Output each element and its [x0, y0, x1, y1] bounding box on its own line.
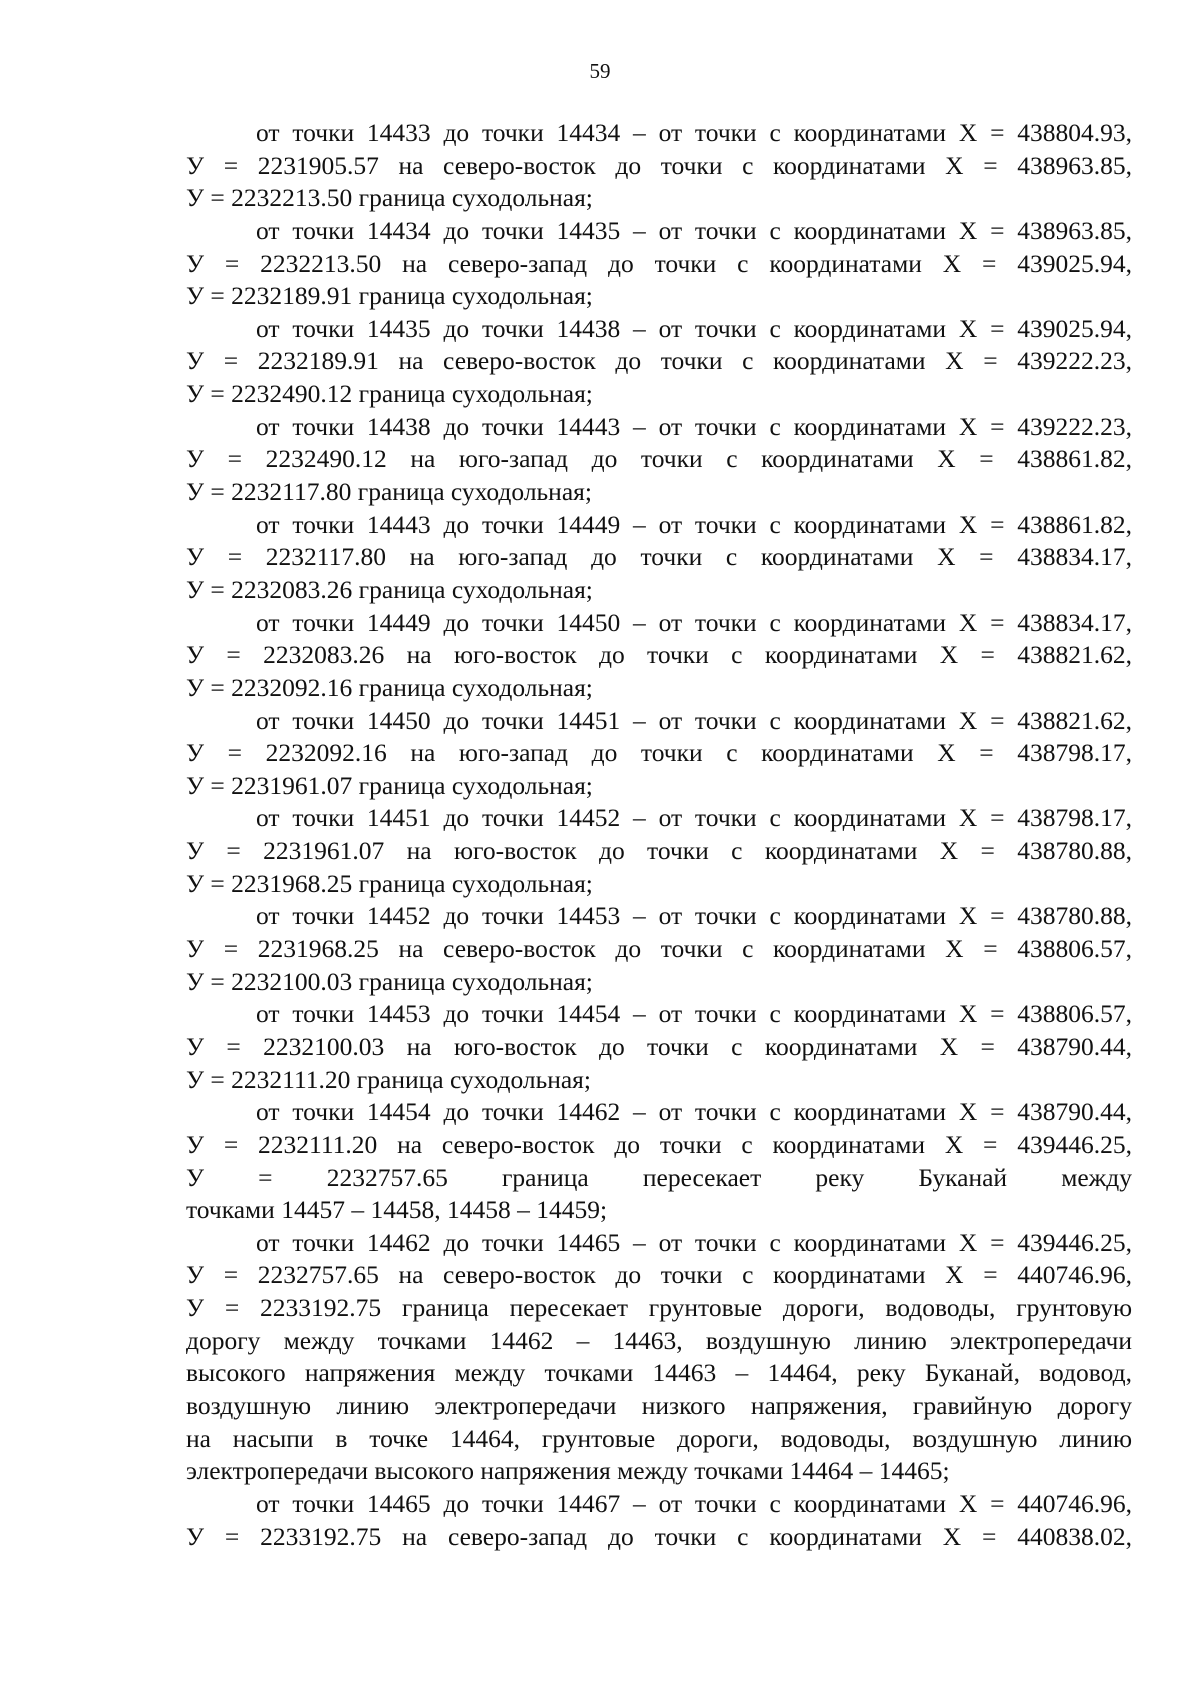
text-line: от точки 14435 до точки 14438 – от точки с координатами Х = 439025.94, — [256, 313, 1132, 343]
text-line: У = 2232111.20 на северо-восток до точки с координатами Х = 439446.25, — [186, 1129, 1132, 1159]
text-line: высокого напряжения между точками 14463 – 14464, реку Буканай, водовод, — [186, 1358, 1132, 1388]
text-line: от точки 14443 до точки 14449 – от точки с координатами Х = 438861.82, — [256, 509, 1132, 539]
text-line: на насыпи в точке 14464, грунтовые дороги, водоводы, воздушную линию — [186, 1423, 1132, 1453]
paragraph — [186, 509, 1132, 607]
text-line: У = 2231968.25 граница суходольная; — [186, 868, 593, 898]
paragraph — [186, 1488, 1132, 1553]
paragraph — [186, 998, 1132, 1096]
text-line: У = 2232490.12 на юго-запад до точки с координатами Х = 438861.82, — [186, 444, 1132, 474]
text-line: У = 2232213.50 граница суходольная; — [186, 183, 593, 213]
text-line: У = 2232213.50 на северо-запад до точки с координатами Х = 439025.94, — [186, 248, 1132, 278]
text-line: от точки 14449 до точки 14450 – от точки с координатами Х = 438834.17, — [256, 607, 1132, 637]
text-line: У = 2232083.26 на юго-восток до точки с координатами Х = 438821.62, — [186, 640, 1132, 670]
paragraph — [186, 1227, 1132, 1488]
text-line: от точки 14451 до точки 14452 – от точки с координатами Х = 438798.17, — [256, 803, 1132, 833]
text-line: воздушную линию электропередачи низкого напряжения, гравийную дорогу — [186, 1390, 1132, 1420]
text-line: У = 2232117.80 граница суходольная; — [186, 477, 592, 507]
text-line: У = 2231968.25 на северо-восток до точки с координатами Х = 438806.57, — [186, 934, 1132, 964]
text-line: точками 14457 – 14458, 14458 – 14459; — [186, 1195, 608, 1225]
text-line: У = 2231905.57 на северо-восток до точки с координатами Х = 438963.85, — [186, 150, 1132, 180]
text-line: У = 2232189.91 на северо-восток до точки с координатами Х = 439222.23, — [186, 346, 1132, 376]
text-line: от точки 14465 до точки 14467 – от точки с координатами Х = 440746.96, — [256, 1488, 1132, 1518]
text-line: У = 2232757.65 граница пересекает реку Буканай между — [186, 1162, 1132, 1192]
paragraph — [186, 705, 1132, 803]
text-line: У = 2232100.03 граница суходольная; — [186, 966, 593, 996]
text-line: У = 2232111.20 граница суходольная; — [186, 1064, 591, 1094]
paragraph — [186, 117, 1132, 215]
text-line: от точки 14452 до точки 14453 – от точки с координатами Х = 438780.88, — [256, 901, 1132, 931]
text-line: электропередачи высокого напряжения между точками 14464 – 14465; — [186, 1456, 950, 1486]
body-text — [186, 117, 1132, 1553]
text-line: от точки 14433 до точки 14434 – от точки с координатами Х = 438804.93, — [256, 118, 1132, 147]
text-line: от точки 14453 до точки 14454 – от точки с координатами Х = 438806.57, — [256, 999, 1132, 1029]
text-line: У = 2232189.91 граница суходольная; — [186, 281, 593, 311]
text-line: У = 2232092.16 на юго-запад до точки с координатами Х = 438798.17, — [186, 738, 1132, 768]
text-line: У = 2231961.07 граница суходольная; — [186, 770, 593, 800]
paragraph — [186, 215, 1132, 313]
text-line: У = 2233192.75 граница пересекает грунтовые дороги, водоводы, грунтовую — [186, 1293, 1132, 1323]
paragraph — [186, 607, 1132, 705]
text-line: У = 2232092.16 граница суходольная; — [186, 672, 593, 702]
text-line: У = 2232757.65 на северо-восток до точки с координатами Х = 440746.96, — [186, 1260, 1132, 1290]
text-line: У = 2232083.26 граница суходольная; — [186, 574, 593, 604]
page-number: 59 — [589, 59, 611, 83]
paragraph — [186, 1096, 1132, 1227]
text-line: от точки 14434 до точки 14435 – от точки с координатами Х = 438963.85, — [256, 215, 1132, 245]
text-line: дорогу между точками 14462 – 14463, воздушную линию электропередачи — [186, 1325, 1132, 1355]
paragraph — [186, 313, 1132, 411]
text-line: от точки 14450 до точки 14451 – от точки с координатами Х = 438821.62, — [256, 705, 1132, 735]
text-line: от точки 14462 до точки 14465 – от точки с координатами Х = 439446.25, — [256, 1227, 1132, 1257]
text-line: от точки 14454 до точки 14462 – от точки с координатами Х = 438790.44, — [256, 1097, 1132, 1127]
text-line: У = 2232100.03 на юго-восток до точки с координатами Х = 438790.44, — [186, 1031, 1132, 1061]
text-line: У = 2231961.07 на юго-восток до точки с координатами Х = 438780.88, — [186, 836, 1132, 866]
paragraph — [186, 900, 1132, 998]
text-line: У = 2233192.75 на северо-запад до точки с координатами Х = 440838.02, — [186, 1521, 1132, 1551]
text-line: У = 2232490.12 граница суходольная; — [186, 379, 593, 409]
text-line: У = 2232117.80 на юго-запад до точки с координатами Х = 438834.17, — [186, 542, 1132, 572]
paragraph — [186, 411, 1132, 509]
paragraph — [186, 802, 1132, 900]
text-line: от точки 14438 до точки 14443 – от точки с координатами Х = 439222.23, — [256, 411, 1132, 441]
